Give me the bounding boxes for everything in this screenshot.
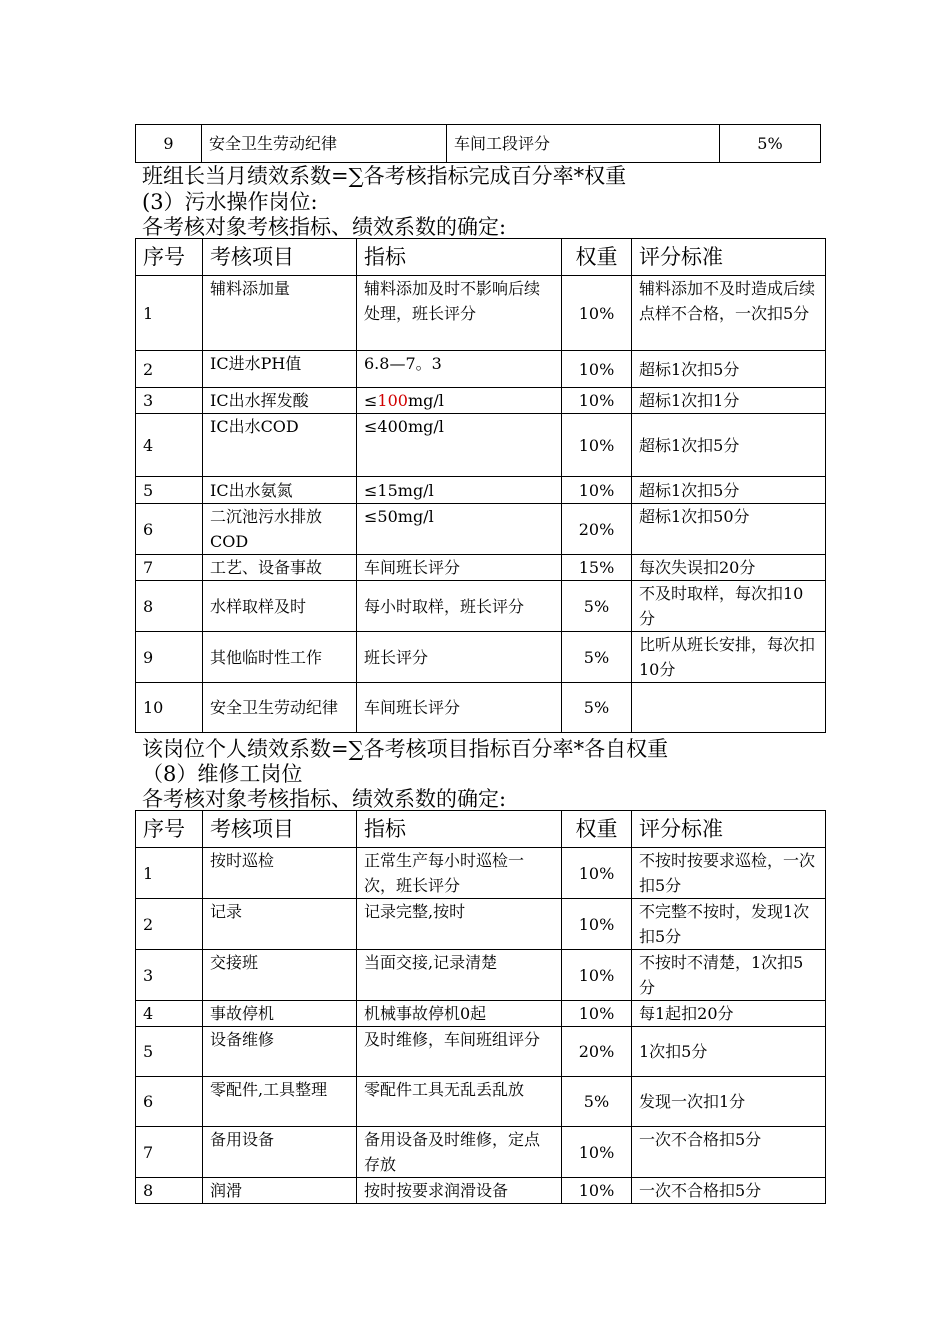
- intro-text: 各考核对象考核指标、绩效系数的确定:: [142, 787, 507, 811]
- standard-cell: 一次不合格扣5分: [632, 1127, 826, 1178]
- item-cell: 交接班: [203, 950, 357, 1001]
- table-row: [136, 581, 826, 632]
- indicator-cell: ≤400mg/l: [357, 414, 562, 477]
- row-number: 1: [136, 848, 203, 899]
- item-cell: 按时巡检: [203, 848, 357, 899]
- table-row: [136, 950, 826, 1001]
- indicator-cell: 零配件工具无乱丢乱放: [357, 1077, 562, 1127]
- table-header-row: [136, 239, 826, 276]
- item-cell: 其他临时性工作: [203, 632, 357, 683]
- standard-cell: 不按时不清楚，1次扣5分: [632, 950, 826, 1001]
- standard-cell: 不及时取样，每次扣10分: [632, 581, 826, 632]
- indicator-cell: 备用设备及时维修，定点存放: [357, 1127, 562, 1178]
- table-row: [136, 351, 826, 388]
- item-cell: 设备维修: [203, 1027, 357, 1077]
- weight-cell: 10%: [562, 388, 632, 414]
- weight-cell: 5%: [562, 1077, 632, 1127]
- row-number: 3: [136, 388, 203, 414]
- standard-cell: 超标1次扣5分: [632, 477, 826, 504]
- item-cell: 事故停机: [203, 1001, 357, 1027]
- indicator-cell: 当面交接,记录清楚: [357, 950, 562, 1001]
- row-number: 2: [136, 351, 203, 388]
- row-number: 5: [136, 1027, 203, 1077]
- header-item: 考核项目: [203, 239, 357, 276]
- table-row: [136, 388, 826, 414]
- indicator-cell: 车间班长评分: [357, 683, 562, 733]
- standard-cell: 辅料添加不及时造成后续点样不合格，一次扣5分: [632, 276, 826, 351]
- standard-cell: 不完整不按时，发现1次扣5分: [632, 899, 826, 950]
- table-row: [136, 1127, 826, 1178]
- weight-cell: 10%: [562, 1127, 632, 1178]
- top-table: [135, 124, 821, 163]
- header-indicator: 指标: [357, 239, 562, 276]
- weight-cell: 20%: [562, 504, 632, 555]
- indicator-cell: 班长评分: [357, 632, 562, 683]
- standard-cell: 发现一次扣1分: [632, 1077, 826, 1127]
- table-row: [136, 504, 826, 555]
- item-cell: 零配件,工具整理: [203, 1077, 357, 1127]
- row-number: 10: [136, 683, 203, 733]
- indicator-suffix: mg/l: [407, 391, 444, 410]
- standard-cell: 一次不合格扣5分: [632, 1178, 826, 1204]
- standard-cell: 超标1次扣50分: [632, 504, 826, 555]
- row-number: 6: [136, 1077, 203, 1127]
- indicator-cell: 车间班长评分: [357, 555, 562, 581]
- sewage-kpi-table: [135, 238, 826, 733]
- row-number: 3: [136, 950, 203, 1001]
- indicator-cell: 每小时取样，班长评分: [357, 581, 562, 632]
- row-number: 8: [136, 581, 203, 632]
- section-heading-sewage: (3）污水操作岗位:: [142, 190, 318, 214]
- header-weight: 权重: [562, 239, 632, 276]
- indicator-cell: 按时按要求润滑设备: [357, 1178, 562, 1204]
- header-indicator: 指标: [357, 811, 562, 848]
- weight-cell: 10%: [562, 276, 632, 351]
- indicator-cell: 机械事故停机0起: [357, 1001, 562, 1027]
- table-row: [136, 1077, 826, 1127]
- weight-cell: 10%: [562, 899, 632, 950]
- row-number: 9: [136, 125, 202, 163]
- table-row: [136, 683, 826, 733]
- table-row: [136, 477, 826, 504]
- indicator-cell: ≤15mg/l: [357, 477, 562, 504]
- weight-cell: 10%: [562, 950, 632, 1001]
- table-row: [136, 1001, 826, 1027]
- header-standard: 评分标准: [632, 239, 826, 276]
- indicator-cell: 车间工段评分: [447, 125, 720, 163]
- standard-cell: 每次失误扣20分: [632, 555, 826, 581]
- indicator-cell: 及时维修，车间班组评分: [357, 1027, 562, 1077]
- standard-cell: 超标1次扣1分: [632, 388, 826, 414]
- item-cell: 工艺、设备事故: [203, 555, 357, 581]
- item-cell: IC出水氨氮: [203, 477, 357, 504]
- standard-cell: 1次扣5分: [632, 1027, 826, 1077]
- table-row: [136, 125, 821, 163]
- standard-cell: 超标1次扣5分: [632, 351, 826, 388]
- weight-cell: 10%: [562, 1001, 632, 1027]
- indicator-cell: 辅料添加及时不影响后续处理，班长评分: [357, 276, 562, 351]
- table-row: [136, 1178, 826, 1204]
- standard-cell: 每1起扣20分: [632, 1001, 826, 1027]
- weight-cell: 10%: [562, 1178, 632, 1204]
- item-cell: IC进水PH值: [203, 351, 357, 388]
- weight-cell: 5%: [562, 683, 632, 733]
- weight-cell: 5%: [720, 125, 821, 163]
- weight-cell: 20%: [562, 1027, 632, 1077]
- row-number: 6: [136, 504, 203, 555]
- standard-cell: 超标1次扣5分: [632, 414, 826, 477]
- item-cell: 二沉池污水排放COD: [203, 504, 357, 555]
- weight-cell: 5%: [562, 581, 632, 632]
- standard-cell: 比听从班长安排，每次扣10分: [632, 632, 826, 683]
- weight-cell: 10%: [562, 351, 632, 388]
- weight-cell: 10%: [562, 414, 632, 477]
- indicator-cell: [357, 388, 562, 414]
- intro-text: 各考核对象考核指标、绩效系数的确定:: [142, 215, 507, 239]
- weight-cell: 10%: [562, 848, 632, 899]
- indicator-red-value: 100: [377, 391, 408, 410]
- maintenance-kpi-table: [135, 810, 826, 1204]
- indicator-cell: 记录完整,按时: [357, 899, 562, 950]
- row-number: 7: [136, 1127, 203, 1178]
- row-number: 1: [136, 276, 203, 351]
- row-number: 4: [136, 1001, 203, 1027]
- table-row: [136, 899, 826, 950]
- row-number: 9: [136, 632, 203, 683]
- section-heading-maintenance: （8）维修工岗位: [142, 762, 303, 786]
- table-row: [136, 276, 826, 351]
- header-weight: 权重: [562, 811, 632, 848]
- item-cell: 辅料添加量: [203, 276, 357, 351]
- formula-team-leader: 班组长当月绩效系数=∑各考核指标完成百分率*权重: [142, 164, 627, 188]
- item-cell: 水样取样及时: [203, 581, 357, 632]
- row-number: 5: [136, 477, 203, 504]
- item-cell: 润滑: [203, 1178, 357, 1204]
- table-row: [136, 555, 826, 581]
- header-item: 考核项目: [203, 811, 357, 848]
- item-cell: 记录: [203, 899, 357, 950]
- indicator-cell: 6.8—7。3: [357, 351, 562, 388]
- indicator-cell: ≤50mg/l: [357, 504, 562, 555]
- row-number: 2: [136, 899, 203, 950]
- row-number: 8: [136, 1178, 203, 1204]
- table-row: [136, 632, 826, 683]
- row-number: 4: [136, 414, 203, 477]
- indicator-prefix: ≤: [364, 391, 378, 410]
- table-header-row: [136, 811, 826, 848]
- header-standard: 评分标准: [632, 811, 826, 848]
- table-row: [136, 848, 826, 899]
- item-cell: 备用设备: [203, 1127, 357, 1178]
- standard-cell: [632, 683, 826, 733]
- formula-individual: 该岗位个人绩效系数=∑各考核项目指标百分率*各自权重: [142, 737, 669, 761]
- weight-cell: 5%: [562, 632, 632, 683]
- weight-cell: 10%: [562, 477, 632, 504]
- standard-cell: 不按时按要求巡检，一次扣5分: [632, 848, 826, 899]
- item-cell: 安全卫生劳动纪律: [202, 125, 447, 163]
- item-cell: IC出水挥发酸: [203, 388, 357, 414]
- weight-cell: 15%: [562, 555, 632, 581]
- table-row: [136, 1027, 826, 1077]
- indicator-cell: 正常生产每小时巡检一次，班长评分: [357, 848, 562, 899]
- item-cell: 安全卫生劳动纪律: [203, 683, 357, 733]
- row-number: 7: [136, 555, 203, 581]
- header-no: 序号: [136, 811, 203, 848]
- header-no: 序号: [136, 239, 203, 276]
- table-row: [136, 414, 826, 477]
- item-cell: IC出水COD: [203, 414, 357, 477]
